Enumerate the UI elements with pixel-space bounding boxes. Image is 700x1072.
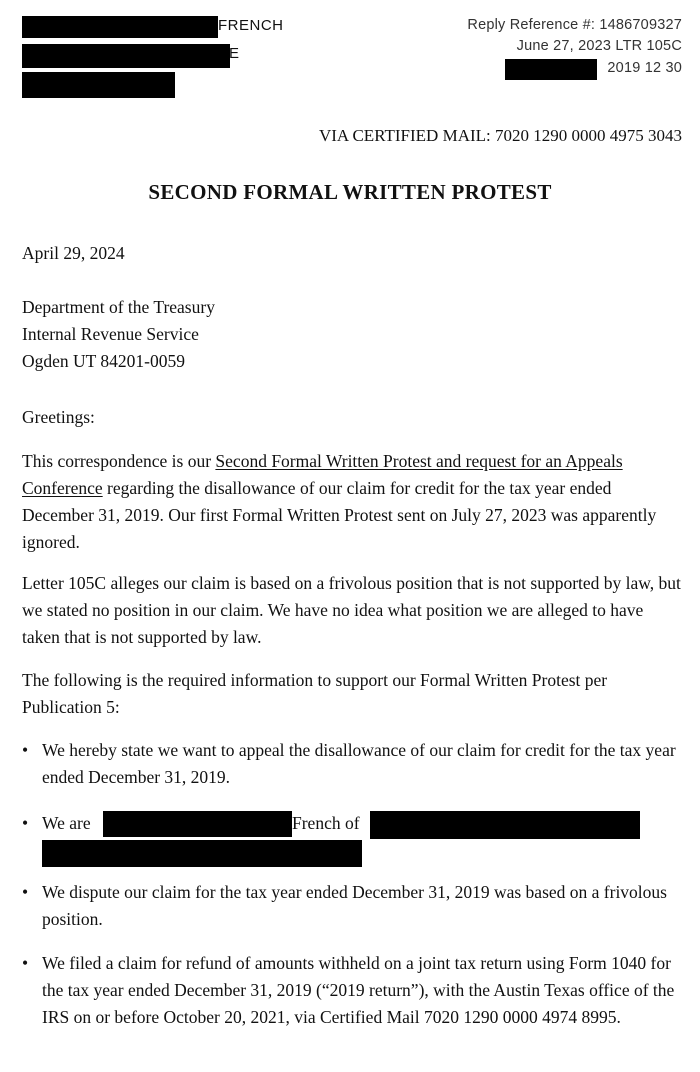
bullet-text-mid: French of (292, 813, 360, 833)
address-line-1: Department of the Treasury (22, 297, 215, 317)
redacted-ssn (505, 59, 597, 80)
redacted-taxpayer-name (103, 811, 292, 837)
sender-name-fragment: FRENCH (218, 17, 284, 34)
greeting: Greetings: (22, 407, 95, 427)
address-line-2: Internal Revenue Service (22, 324, 199, 344)
sender-address-fragment: E (229, 45, 240, 62)
bullet-icon: • (22, 953, 29, 973)
reply-reference: Reply Reference #: 1486709327 (467, 17, 682, 33)
address-line-3: Ogden UT 84201-0059 (22, 351, 185, 371)
tax-period: 2019 12 30 (607, 60, 682, 76)
bullet-text: We filed a claim for refund of amounts withheld on a joint tax return using Form 1040 for the tax year ended December 31, 2019 (“2019 return”), with the Austin Texas office of the IRS on or before October 20, 2021, via Certified Mail 7020 1290 0000 4974 8995. (42, 953, 675, 1027)
paragraph1-post: regarding the disallowance of our claim for credit for the tax year ended December 31, 2019. Our first Formal Written Protest sent on July 27, 2023 was apparently ignored. (22, 478, 657, 552)
bullet-text: We dispute our claim for the tax year ended December 31, 2019 was based on a frivolous position. (42, 882, 667, 929)
page-title: SECOND FORMAL WRITTEN PROTEST (148, 180, 552, 204)
bullet-icon: • (22, 813, 29, 833)
bullet-text-pre: We are (42, 813, 91, 833)
paragraph1-pre: This correspondence is our (22, 451, 216, 471)
recipient-address (22, 294, 682, 375)
certified-mail-line: VIA CERTIFIED MAIL: 7020 1290 0000 4975 3043 (318, 126, 682, 145)
paragraph-letter-105c: Letter 105C alleges our claim is based on a frivolous position that is not supported by law, but we stated no position in our claim. We have no idea what position we are alleged to have taken that is not supported by law. (22, 573, 681, 647)
bullet-text: We hereby state we want to appeal the disallowance of our claim for credit for the tax year ended December 31, 2019. (42, 740, 676, 787)
paragraph-required-info: The following is the required information to support our Formal Written Protest per Publication 5: (22, 670, 608, 717)
redacted-spouse-name (370, 811, 640, 839)
letter-date-line: April 29, 2024 (22, 243, 125, 263)
redacted-sender-address (22, 44, 230, 68)
paragraph1-underlined: Second Formal Written Protest and request for an Appeals Conference (22, 451, 623, 498)
paragraph-protest-intro (22, 448, 682, 556)
letter-date: June 27, 2023 LTR 105C (516, 38, 682, 54)
redacted-address-line (42, 840, 362, 867)
redacted-sender-name (22, 16, 218, 38)
bullet-icon: • (22, 740, 29, 760)
bullet-icon: • (22, 882, 29, 902)
redacted-sender-city (22, 72, 175, 98)
